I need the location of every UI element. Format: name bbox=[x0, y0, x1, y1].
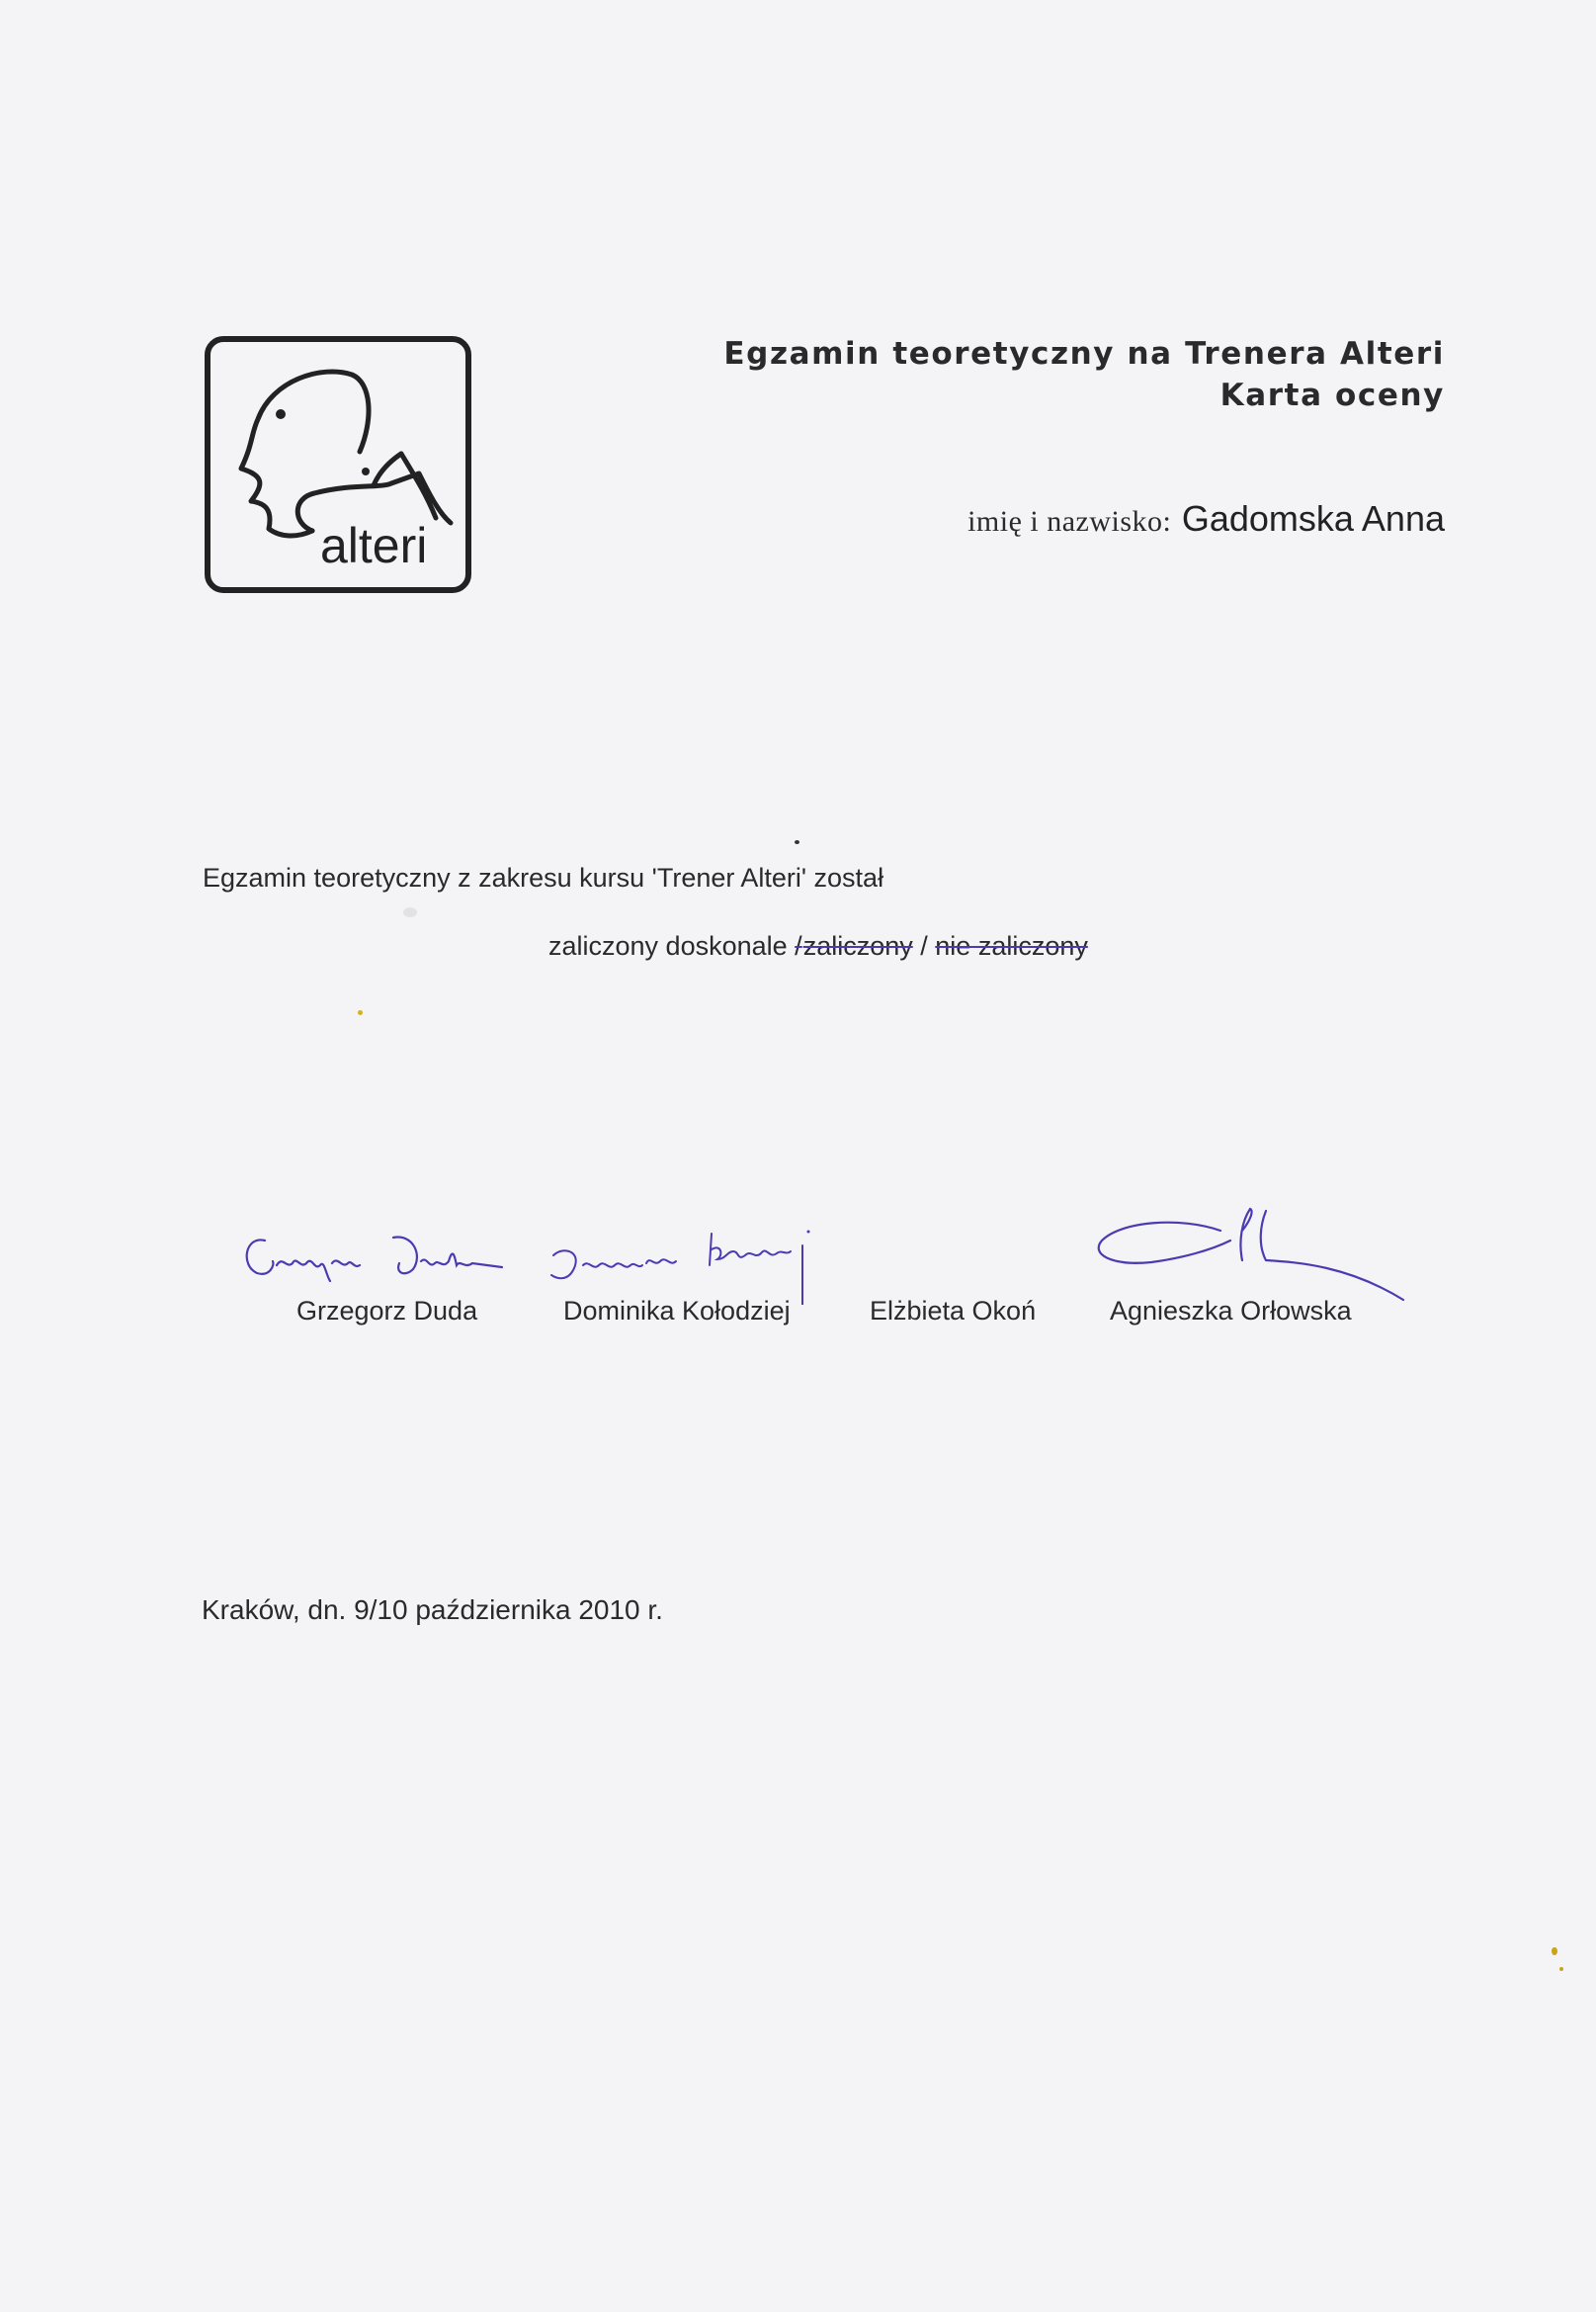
result-option-struck-1: zaliczony bbox=[802, 931, 913, 961]
paper-speck bbox=[1552, 1947, 1557, 1955]
alteri-logo bbox=[204, 335, 472, 594]
result-separator-2: / bbox=[920, 931, 928, 961]
exam-result-line bbox=[548, 931, 1088, 962]
signatory-name-4: Agnieszka Orłowska bbox=[1110, 1296, 1352, 1326]
title-line-1: Egzamin teoretyczny na Trenera Alteri bbox=[723, 336, 1445, 372]
candidate-name-value: Gadomska Anna bbox=[1181, 498, 1445, 539]
result-option-struck-2: nie zaliczony bbox=[935, 931, 1088, 961]
paper-speck bbox=[1559, 1967, 1563, 1971]
signature-grzegorz-duda bbox=[235, 1226, 517, 1295]
place-and-date: Kraków, dn. 9/10 października 2010 r. bbox=[202, 1594, 663, 1625]
result-selected: zaliczony doskonale bbox=[548, 931, 788, 961]
paper-speck bbox=[358, 1010, 363, 1015]
exam-sentence: Egzamin teoretyczny z zakresu kursu 'Trener Alteri' został bbox=[203, 863, 884, 893]
candidate-name-label: imię i nazwisko: bbox=[967, 505, 1172, 538]
paper-smudge bbox=[403, 907, 417, 917]
paper-speck bbox=[795, 840, 799, 844]
signatory-name-2: Dominika Kołodziej bbox=[563, 1296, 791, 1326]
result-separator-1: /zaliczony bbox=[795, 931, 913, 961]
document-title bbox=[723, 333, 1445, 416]
logo-wordmark: alteri bbox=[320, 518, 428, 573]
title-line-2: Karta oceny bbox=[1219, 378, 1445, 413]
signature-dominika-kolodziej bbox=[544, 1216, 840, 1305]
signatory-name-1: Grzegorz Duda bbox=[296, 1296, 478, 1326]
candidate-name-row bbox=[967, 498, 1445, 540]
signatory-name-3: Elżbieta Okoń bbox=[870, 1296, 1037, 1326]
